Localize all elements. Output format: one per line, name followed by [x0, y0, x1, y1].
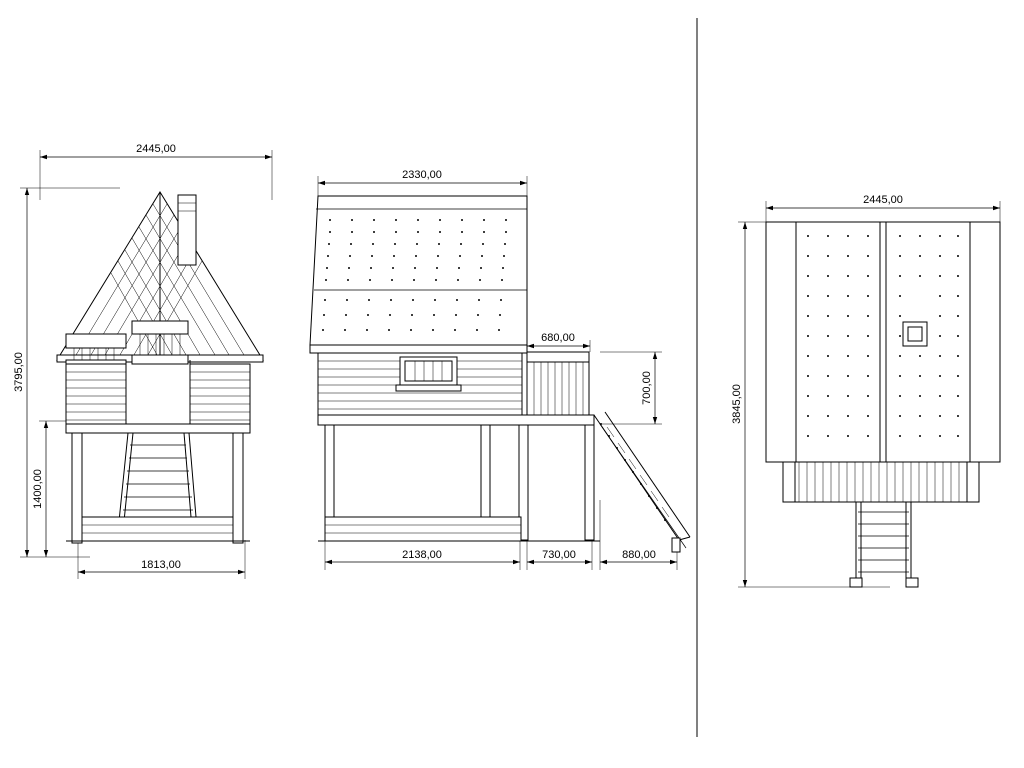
rear-house-body: [766, 222, 1000, 587]
post-d: [585, 425, 594, 540]
dimension-label: 2445,00: [863, 194, 903, 206]
dimension-front-top-width: [40, 143, 272, 200]
siding-left: [66, 364, 126, 424]
dimension-label: 2330,00: [402, 169, 442, 181]
dimension-side-rail-height: [600, 352, 662, 424]
side-deck-railing: [527, 352, 589, 424]
roof-panel: [310, 196, 527, 345]
front-house-body: [57, 192, 263, 543]
rail-top-left: [66, 334, 126, 348]
platform-beam: [318, 415, 594, 425]
chimney: [178, 195, 196, 265]
rear-roof-face: [766, 222, 1000, 462]
post-right: [233, 433, 243, 543]
rear-ladder: [850, 502, 918, 587]
rear-elevation-view: [731, 194, 1000, 587]
rear-window-glass: [908, 327, 922, 341]
rear-skirt: [783, 462, 979, 502]
window-sill: [396, 385, 461, 391]
side-house-body: [310, 196, 690, 552]
side-sandbox-frame: [325, 517, 521, 541]
deck-rail-top: [527, 352, 589, 362]
dimension-label: 730,00: [542, 549, 576, 561]
stair: [594, 412, 690, 552]
post-left: [72, 433, 82, 543]
dimension-rear-width: [766, 194, 1000, 224]
window: [396, 357, 461, 391]
dimension-side-stair-run: [600, 500, 677, 570]
dimension-label: 2138,00: [402, 549, 442, 561]
dimension-front-base-width: [78, 540, 245, 579]
rear-ladder-foot-right: [906, 578, 918, 587]
rear-ladder-foot-left: [850, 578, 862, 587]
rear-post-left: [783, 462, 795, 502]
dimension-label: 1813,00: [141, 559, 181, 571]
stair-foot: [672, 538, 680, 552]
platform-deck: [66, 424, 250, 433]
dimension-label: 1400,00: [32, 469, 44, 509]
roof-fascia: [310, 345, 527, 353]
dimension-label: 2445,00: [136, 143, 176, 155]
rail-top-right: [132, 321, 188, 334]
side-elevation-view: [310, 169, 690, 570]
front-wall-left: [66, 364, 126, 424]
dimension-label: 680,00: [541, 332, 575, 344]
dimension-label: 880,00: [622, 549, 656, 561]
window-glass: [405, 361, 452, 381]
dimension-label: 3795,00: [13, 352, 25, 392]
dimension-side-deck-width: [527, 450, 592, 570]
siding-right: [190, 364, 250, 424]
rear-window: [903, 322, 927, 346]
front-elevation-view: [13, 143, 272, 579]
dimension-side-deck-depth: [527, 332, 590, 352]
dimension-side-roof-width: [318, 169, 527, 196]
dimension-label: 700,00: [641, 371, 653, 405]
front-wall-right: [190, 364, 250, 424]
dimension-label: 3845,00: [731, 384, 743, 424]
sandbox-frame: [82, 517, 233, 541]
rear-post-right: [967, 462, 979, 502]
dimension-side-house-width: [325, 540, 520, 570]
